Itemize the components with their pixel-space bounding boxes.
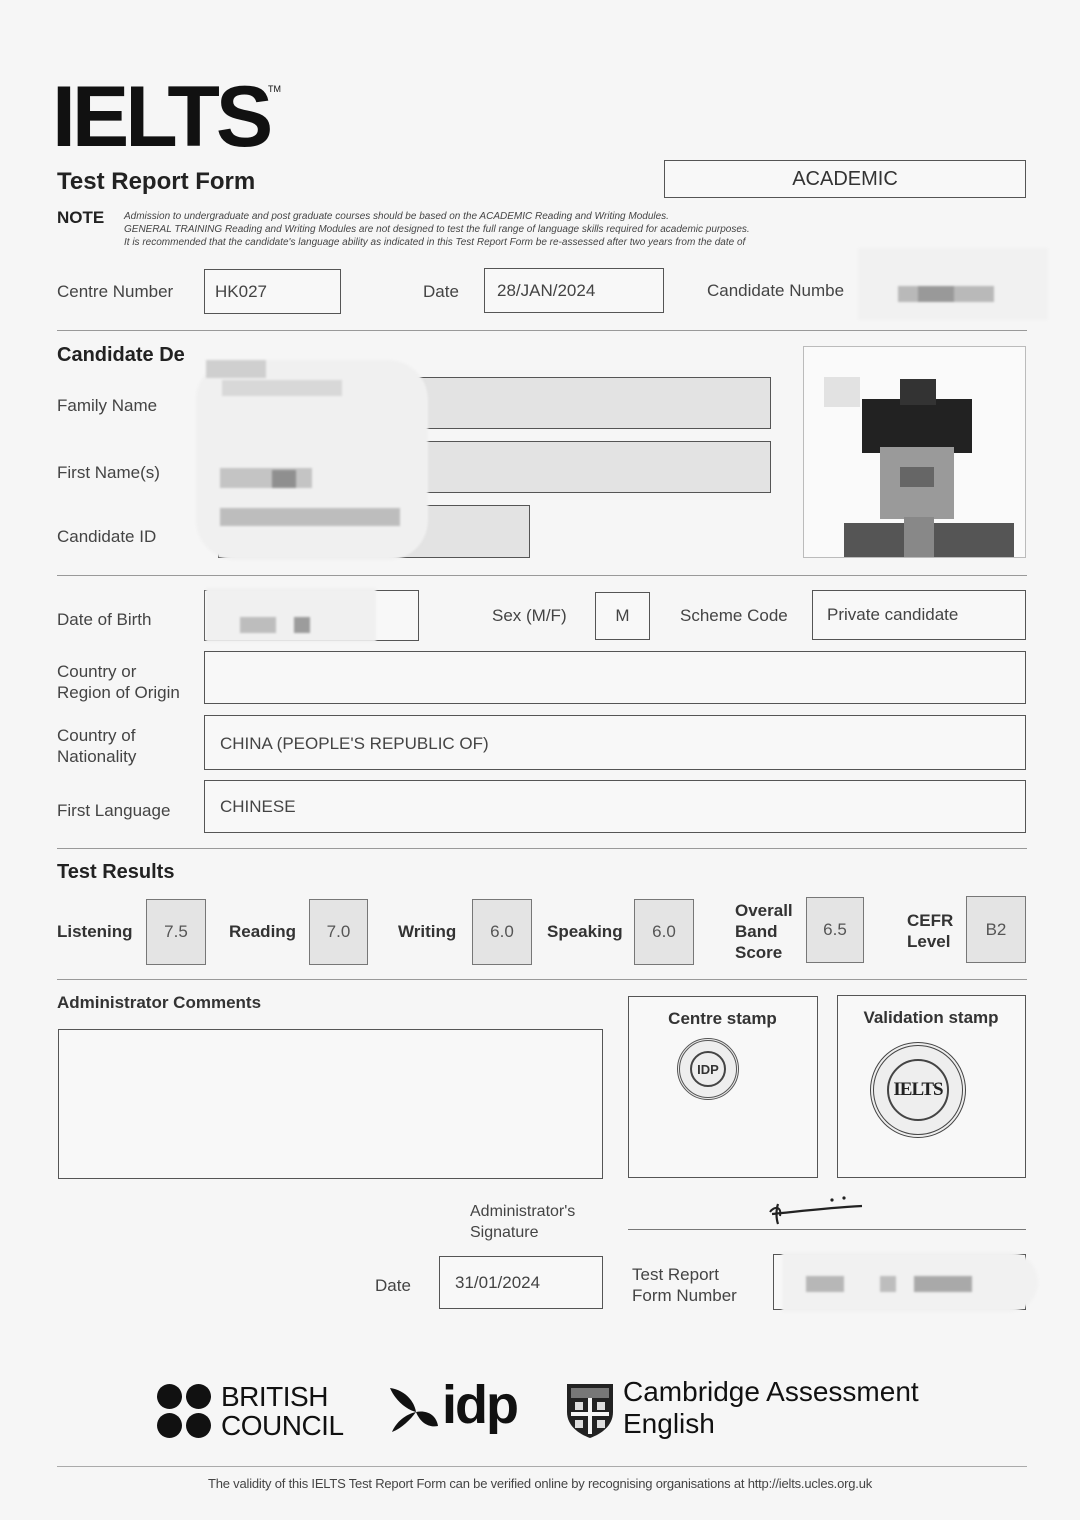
first-names-label: First Name(s) [57, 463, 160, 482]
overall-band-score [806, 897, 864, 963]
cefr-label-line-2: Level [907, 932, 951, 951]
cefr-level [966, 896, 1026, 963]
centre-stamp-seal [677, 1038, 739, 1100]
redacted-trf-number [782, 1252, 1038, 1312]
nationality-label [57, 725, 136, 767]
idp-swoosh-icon [386, 1384, 442, 1440]
bc-wordmark [221, 1382, 344, 1440]
origin-label [57, 661, 180, 703]
first-language-value: CHINESE [220, 797, 296, 816]
centre-stamp-label: Centre stamp [668, 1009, 777, 1028]
overall-band-label [735, 900, 793, 963]
signature-label-line-1: Administrator's [470, 1203, 576, 1220]
redacted-candidate-number [858, 248, 1048, 320]
idp-seal-inner [690, 1051, 726, 1087]
form-title: Test Report Form [57, 168, 256, 195]
cefr-label [907, 910, 953, 952]
ielts-seal-inner [887, 1059, 949, 1121]
british-council-logo [157, 1381, 357, 1441]
trademark-mark: TM [268, 84, 281, 94]
first-language-field [204, 780, 1026, 833]
centre-number-label: Centre Number [57, 282, 174, 301]
admin-signature-label [470, 1201, 575, 1243]
writing-value: 6.0 [490, 922, 514, 941]
admin-date-label: Date [375, 1276, 411, 1295]
ielts-logo: IELTS [52, 69, 270, 165]
centre-number-field [204, 269, 341, 314]
candidate-photo [803, 346, 1026, 558]
divider-2 [57, 575, 1027, 576]
sex-value: M [615, 606, 630, 625]
sex-field [595, 592, 650, 640]
overall-label-line-2: Band [735, 922, 778, 941]
scheme-code-value: Private candidate [827, 605, 959, 624]
cambridge-shield-icon [565, 1382, 615, 1440]
writing-score [472, 899, 532, 965]
note-line-3: It is recommended that the candidate's language ability as indicated in this Test Report Form be re-assessed after two years from the date of [124, 237, 746, 248]
nationality-label-line-2: Nationality [57, 747, 137, 766]
reading-label: Reading [229, 922, 297, 941]
scheme-code-field [812, 590, 1026, 640]
centre-stamp-box [628, 996, 818, 1178]
note-label: NOTE [57, 208, 105, 227]
origin-field [204, 651, 1026, 704]
module-value: ACADEMIC [792, 167, 898, 190]
candidate-number-label: Candidate Numbe [707, 281, 845, 300]
redacted-dob [206, 588, 376, 642]
note-line-2: GENERAL TRAINING Reading and Writing Modules are not designed to test the full range of language skills required for academic purposes. [124, 224, 750, 235]
bc-line-1: BRITISH [221, 1381, 328, 1412]
sex-label: Sex (M/F) [492, 606, 567, 625]
divider-4 [57, 979, 1027, 980]
module-box [664, 160, 1026, 198]
family-name-label: Family Name [57, 396, 158, 415]
admin-date-field [439, 1256, 603, 1309]
footer-divider [57, 1466, 1027, 1467]
bc-line-2: COUNCIL [221, 1410, 344, 1441]
centre-number-value: HK027 [215, 282, 267, 301]
validation-stamp-label: Validation stamp [863, 1008, 999, 1027]
test-results-title: Test Results [57, 861, 175, 883]
nationality-value: CHINA (PEOPLE'S REPUBLIC OF) [220, 734, 489, 753]
first-language-label: First Language [57, 801, 171, 820]
centre-stamp-text: IDP [697, 1061, 719, 1077]
signature-label-line-2: Signature [470, 1224, 539, 1241]
trf-label-line-2: Form Number [632, 1286, 737, 1305]
overall-label-line-3: Score [735, 943, 783, 962]
test-date-value: 28/JAN/2024 [497, 281, 596, 300]
overall-value: 6.5 [823, 920, 847, 939]
note-line-1: Admission to undergraduate and post graduate courses should be based on the ACADEMIC Reading and Writing Modules. [124, 211, 669, 222]
scheme-code-label: Scheme Code [680, 606, 788, 625]
validation-stamp-box [837, 995, 1026, 1178]
cefr-value: B2 [985, 919, 1007, 939]
origin-label-line-2: Region of Origin [57, 683, 180, 702]
nationality-label-line-1: Country of [57, 726, 136, 745]
cambridge-line-2: English [623, 1408, 715, 1439]
listening-value: 7.5 [164, 922, 188, 941]
listening-score [146, 899, 206, 965]
idp-logo [386, 1375, 526, 1442]
cefr-label-line-1: CEFR [907, 911, 954, 930]
idp-wordmark: idp [442, 1375, 517, 1435]
dob-label: Date of Birth [57, 610, 152, 629]
test-date-field [484, 268, 664, 313]
test-date-label: Date [423, 282, 459, 301]
listening-label: Listening [57, 922, 133, 941]
candidate-details-title: Candidate De [57, 344, 185, 366]
nationality-field [204, 715, 1026, 770]
cambridge-logo [565, 1378, 925, 1444]
admin-date-value: 31/01/2024 [455, 1273, 541, 1292]
validation-stamp-text: IELTS [893, 1079, 943, 1100]
administrator-signature [764, 1192, 872, 1230]
speaking-value: 6.0 [652, 922, 676, 941]
trf-number-label [632, 1264, 737, 1306]
divider-1 [57, 330, 1027, 331]
cambridge-line-1: Cambridge Assessment [623, 1376, 919, 1407]
speaking-score [634, 899, 694, 965]
reading-value: 7.0 [326, 922, 351, 941]
speaking-label: Speaking [547, 922, 623, 941]
cambridge-wordmark [623, 1376, 919, 1440]
admin-comments-box [58, 1029, 603, 1179]
divider-3 [57, 848, 1027, 849]
overall-label-line-1: Overall [735, 901, 793, 920]
validation-stamp-seal [870, 1042, 966, 1138]
validity-note: The validity of this IELTS Test Report Form can be verified online by recognising organisations at http://ielts.ucles.org.uk [207, 1476, 873, 1491]
trf-label-line-1: Test Report [632, 1265, 719, 1284]
reading-score [309, 899, 368, 965]
candidate-id-label: Candidate ID [57, 527, 157, 546]
redacted-candidate-name [196, 360, 428, 560]
writing-label: Writing [398, 922, 457, 941]
admin-comments-title: Administrator Comments [57, 993, 262, 1012]
origin-label-line-1: Country or [57, 662, 137, 681]
bc-dots-icon [157, 1384, 213, 1440]
